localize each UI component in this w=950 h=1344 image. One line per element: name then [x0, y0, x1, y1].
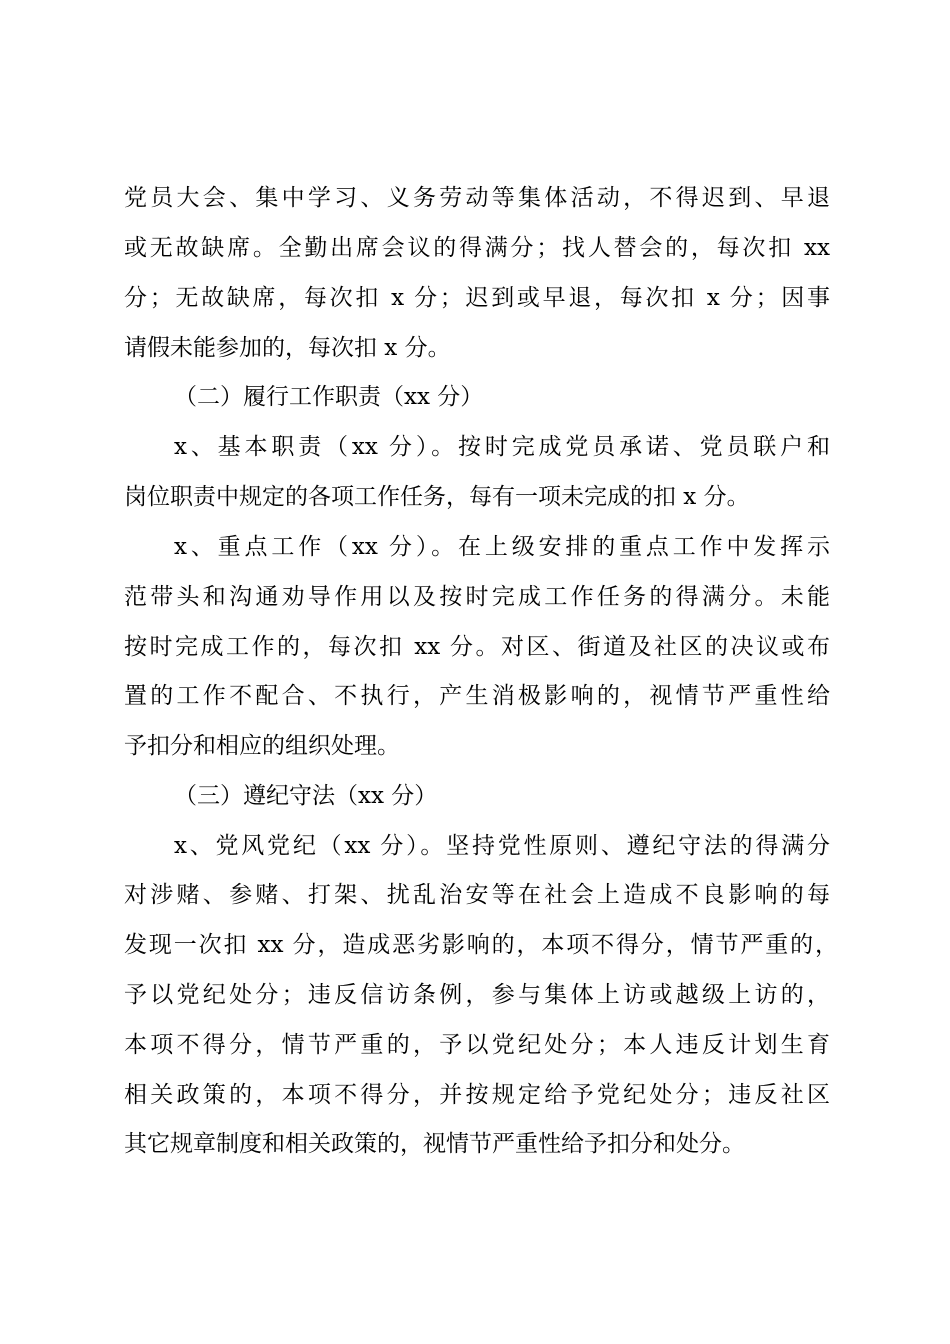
- paragraph-line: 岗位职责中规定的各项工作任务，每有一项未完成的扣 x 分。: [124, 484, 750, 510]
- paragraph-line: x、重点工作（xx 分）。在上级安排的重点工作中发挥示: [174, 534, 830, 560]
- paragraph-line: 本项不得分，情节严重的，予以党纪处分；本人违反计划生育: [124, 1032, 830, 1058]
- paragraph-line: 其它规章制度和相关政策的，视情节严重性给予扣分和处分。: [124, 1131, 745, 1157]
- paragraph-line: 对涉赌、参赌、打架、扰乱治安等在社会上造成不良影响的每: [124, 882, 830, 908]
- paragraph-line: 按时完成工作的，每次扣 xx 分。对区、街道及社区的决议或布: [124, 634, 830, 660]
- paragraph-line: x、基本职责（xx 分）。按时完成党员承诺、党员联户和: [174, 434, 830, 460]
- paragraph-line: 予以党纪处分；违反信访条例，参与集体上访或越级上访的，: [124, 982, 830, 1008]
- paragraph-line: x、党风党纪（xx 分）。坚持党性原则、遵纪守法的得满分: [174, 833, 830, 859]
- paragraph-line: 范带头和沟通劝导作用以及按时完成工作任务的得满分。未能: [124, 584, 830, 610]
- section-heading: （二）履行工作职责（xx 分）: [174, 384, 484, 410]
- paragraph-line: 置的工作不配合、不执行，产生消极影响的，视情节严重性给: [124, 683, 830, 709]
- paragraph-line: 发现一次扣 xx 分，造成恶劣影响的，本项不得分，情节严重的，: [124, 932, 838, 958]
- paragraph-line: 或无故缺席。全勤出席会议的得满分；找人替会的，每次扣 xx: [124, 235, 830, 261]
- section-heading: （三）遵纪守法（xx 分）: [174, 783, 438, 809]
- paragraph-line: 相关政策的，本项不得分，并按规定给予党纪处分；违反社区: [124, 1082, 830, 1108]
- paragraph-line: 党员大会、集中学习、义务劳动等集体活动，不得迟到、早退: [124, 185, 830, 211]
- paragraph-line: 请假未能参加的，每次扣 x 分。: [124, 335, 451, 361]
- paragraph-line: 分；无故缺席，每次扣 x 分；迟到或早退，每次扣 x 分；因事: [124, 285, 830, 311]
- paragraph-line: 予扣分和相应的组织处理。: [124, 733, 400, 759]
